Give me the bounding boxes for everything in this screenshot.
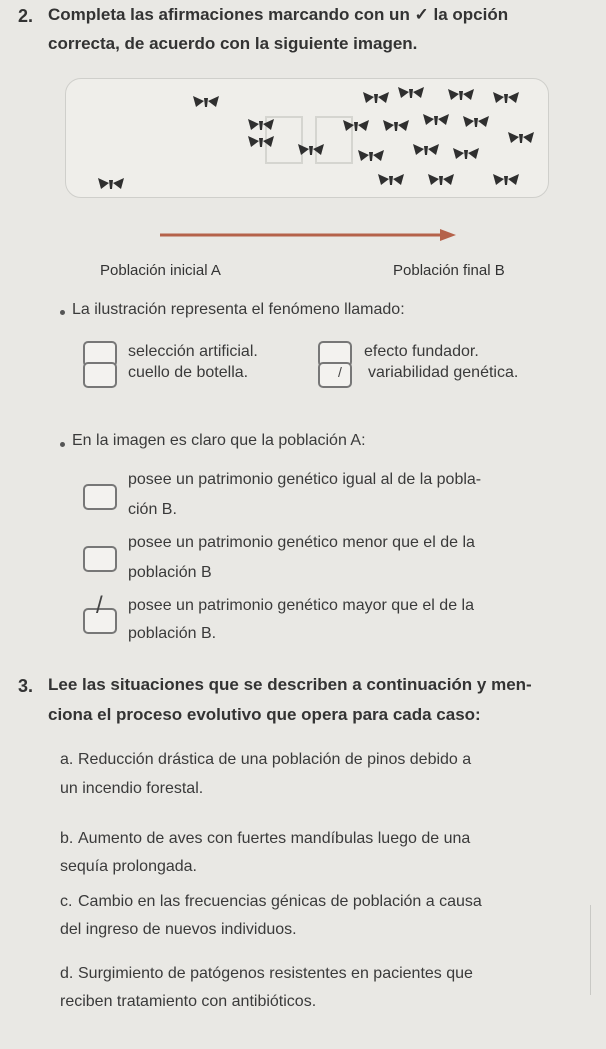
- moth-icon: [248, 136, 274, 147]
- option-1d-label: variabilidad genética.: [368, 364, 519, 381]
- question-2-number: 2.: [18, 6, 34, 26]
- question-2-title-line2: correcta, de acuerdo con la siguiente imagen.: [48, 34, 418, 53]
- question-3-title-line2: ciona el proceso evolutivo que opera para cada caso:: [48, 705, 481, 724]
- question-2-title-line1: Completa las afirmaciones marcando con un ✓ la opción: [48, 5, 509, 24]
- item-c-line1: Cambio en las frecuencias génicas de población a causa: [78, 893, 482, 910]
- moth-icon: [98, 178, 124, 189]
- moth-icon: [248, 119, 274, 130]
- moth-icon: [343, 120, 369, 131]
- item-b-line1: Aumento de aves con fuertes mandíbulas luego de una: [78, 830, 471, 847]
- arrow-icon: [160, 226, 460, 244]
- checkbox-option-1c[interactable]: [83, 362, 117, 388]
- item-a-line1: Reducción drástica de una población de pinos debido a: [78, 751, 472, 768]
- bullet-icon: [60, 442, 65, 447]
- check-mark-icon: /: [96, 592, 103, 619]
- item-d-letter: d.: [60, 965, 74, 982]
- checkbox-option-2a[interactable]: [83, 484, 117, 510]
- option-1c-label: cuello de botella.: [128, 364, 249, 381]
- moth-icon: [358, 150, 384, 161]
- moth-icon: [448, 89, 474, 100]
- option-2b-line1: posee un patrimonio genético menor que el de la: [128, 534, 475, 551]
- moth-icon: [383, 120, 409, 131]
- moth-icon: [413, 144, 439, 155]
- moth-icon: [193, 96, 219, 107]
- checkbox-option-1d[interactable]: [318, 362, 352, 388]
- moth-icon: [508, 132, 534, 143]
- caption-population-a: Población inicial A: [100, 262, 221, 279]
- moth-populations-figure: [66, 79, 548, 197]
- moth-icon: [363, 92, 389, 103]
- statement-2: En la imagen es claro que la población A:: [72, 432, 366, 449]
- item-d-line1: Surgimiento de patógenos resistentes en pacientes que: [78, 965, 473, 982]
- moth-icon: [378, 174, 404, 185]
- item-d-line2: reciben tratamiento con antibióticos.: [60, 993, 317, 1010]
- question-3-title-line1: Lee las situaciones que se describen a continuación y men-: [48, 675, 532, 694]
- moth-icon: [493, 174, 519, 185]
- option-1b-label: efecto fundador.: [364, 343, 479, 360]
- bullet-icon: [60, 310, 65, 315]
- moth-icon: [398, 87, 424, 98]
- check-mark-icon: /: [338, 364, 342, 380]
- option-2c-line1: posee un patrimonio genético mayor que el de la: [128, 597, 474, 614]
- item-a-line2: un incendio forestal.: [60, 780, 204, 797]
- option-1a-label: selección artificial.: [128, 343, 258, 360]
- option-2c-line2: población B.: [128, 625, 217, 642]
- question-3-number: 3.: [18, 676, 34, 696]
- option-2a-line2: ción B.: [128, 501, 177, 518]
- answer-line-right: [590, 905, 591, 995]
- item-c-letter: c.: [60, 893, 73, 910]
- checkbox-option-2b[interactable]: [83, 546, 117, 572]
- moth-icon: [423, 114, 449, 125]
- moth-icon: [463, 116, 489, 127]
- statement-1: La ilustración representa el fenómeno llamado:: [72, 301, 405, 318]
- caption-population-b: Población final B: [393, 262, 505, 279]
- moth-icon: [493, 92, 519, 103]
- option-2a-line1: posee un patrimonio genético igual al de la pobla-: [128, 471, 482, 488]
- item-a-letter: a.: [60, 751, 74, 768]
- item-c-line2: del ingreso de nuevos individuos.: [60, 921, 297, 938]
- population-illustration: [65, 78, 549, 198]
- item-b-line2: sequía prolongada.: [60, 858, 197, 875]
- moth-icon: [428, 174, 454, 185]
- moth-icon: [453, 148, 479, 159]
- option-2b-line2: población B: [128, 564, 212, 581]
- item-b-letter: b.: [60, 830, 74, 847]
